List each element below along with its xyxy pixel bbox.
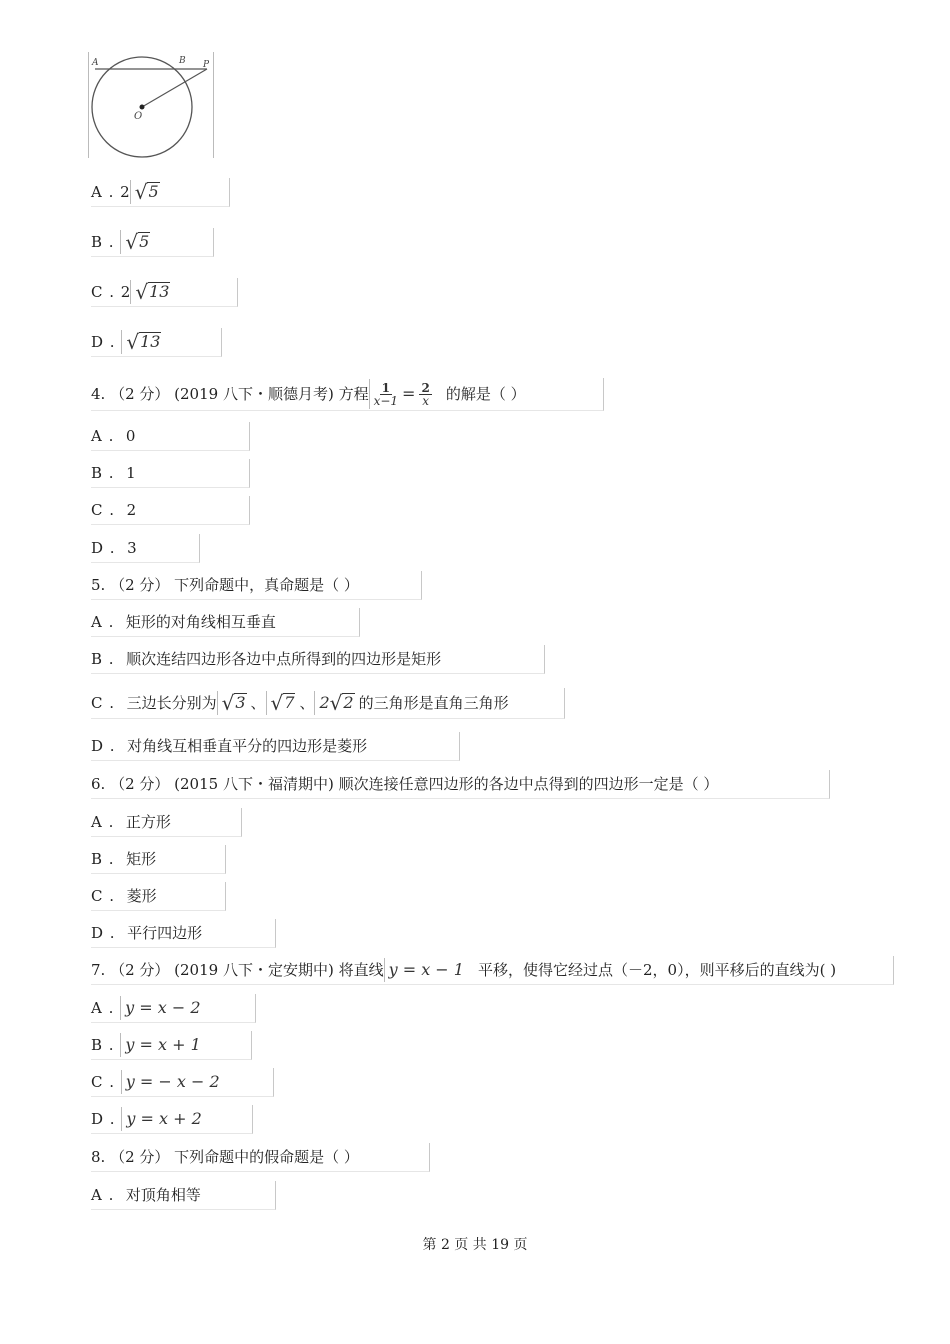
- q5-stem: 5. （2 分） 下列命题中，真命题是（ ）: [91, 571, 422, 600]
- q4-option-a[interactable]: A . 0: [91, 422, 250, 451]
- q8-stem: 8. （2 分） 下列命题中的假命题是（ ）: [91, 1143, 430, 1172]
- q5-option-a[interactable]: A . 矩形的对角线相互垂直: [91, 608, 360, 637]
- q3-option-c[interactable]: C . 2 √ 13: [91, 278, 238, 307]
- q3-option-b[interactable]: B . √ 5: [91, 228, 214, 257]
- q6-option-c[interactable]: C . 菱形: [91, 882, 226, 911]
- sqrt-expression: √ 13: [130, 280, 174, 304]
- sqrt-expression: √ 5: [130, 180, 164, 204]
- sqrt-expression: √ 7: [266, 691, 300, 715]
- option-letter: B: [91, 233, 104, 251]
- option-coef: 2: [120, 183, 130, 201]
- q7-option-b[interactable]: B . y = x + 1: [91, 1031, 252, 1060]
- circle-figure: [88, 52, 214, 158]
- q4-option-d[interactable]: D . 3: [91, 534, 200, 563]
- fraction-equation: $\frac{1}{x-1}$ = $\frac{2}{x}$: [369, 379, 436, 409]
- option-letter: D: [91, 333, 105, 351]
- q4-option-c[interactable]: C . 2: [91, 496, 250, 525]
- question-text-suffix: 的解是（ ）: [445, 385, 526, 403]
- q7-stem: 7. （2 分） (2019 八下・定安期中) 将直线 y = x − 1 平移，使得它经过点（－2，0），则平移后的直线为( ): [91, 956, 894, 985]
- q7-option-c[interactable]: C . y = − x − 2: [91, 1068, 274, 1097]
- q6-option-d[interactable]: D . 平行四边形: [91, 919, 276, 948]
- q8-option-a[interactable]: A . 对顶角相等: [91, 1181, 276, 1210]
- q4-option-b[interactable]: B . 1: [91, 459, 250, 488]
- q6-option-a[interactable]: A . 正方形: [91, 808, 242, 837]
- label-b: B: [179, 56, 186, 66]
- q6-stem: 6. （2 分） (2015 八下・福清期中) 顺次连接任意四边形的各边中点得到的四边形一定是（ ）: [91, 770, 830, 799]
- label-p: P: [203, 60, 210, 70]
- q3-option-d[interactable]: D . √ 13: [91, 328, 222, 357]
- label-a: A: [92, 58, 99, 68]
- question-text: 4. （2 分） (2019 八下・顺德月考) 方程: [91, 385, 369, 403]
- q4-stem: [91, 378, 604, 411]
- q3-option-a[interactable]: A . 2 √ 5: [91, 178, 230, 207]
- q7-option-a[interactable]: A . y = x − 2: [91, 994, 256, 1023]
- q6-option-b[interactable]: B . 矩形: [91, 845, 226, 874]
- q5-option-c[interactable]: C . 三边长分别为 √ 3 、 √ 7 、 2 √ 2 的三角形是直角三角形: [91, 688, 565, 719]
- option-coef: 2: [120, 283, 131, 301]
- circle-diagram: [89, 52, 213, 158]
- page-footer: 第 2 页 共 19 页: [422, 1237, 528, 1253]
- q7-option-d[interactable]: D . y = x + 2: [91, 1105, 253, 1134]
- option-letter: C: [91, 283, 104, 301]
- sqrt-expression: 2 √ 2: [314, 691, 358, 715]
- q5-option-d[interactable]: D . 对角线互相垂直平分的四边形是菱形: [91, 732, 460, 761]
- q5-option-b[interactable]: B . 顺次连结四边形各边中点所得到的四边形是矩形: [91, 645, 545, 674]
- sqrt-expression: √ 5: [120, 230, 154, 254]
- sqrt-expression: √ 13: [121, 330, 165, 354]
- sqrt-expression: √ 3: [217, 691, 251, 715]
- option-letter: A: [91, 183, 103, 201]
- line-equation: y = x − 1: [384, 958, 468, 982]
- label-o: O: [134, 111, 143, 122]
